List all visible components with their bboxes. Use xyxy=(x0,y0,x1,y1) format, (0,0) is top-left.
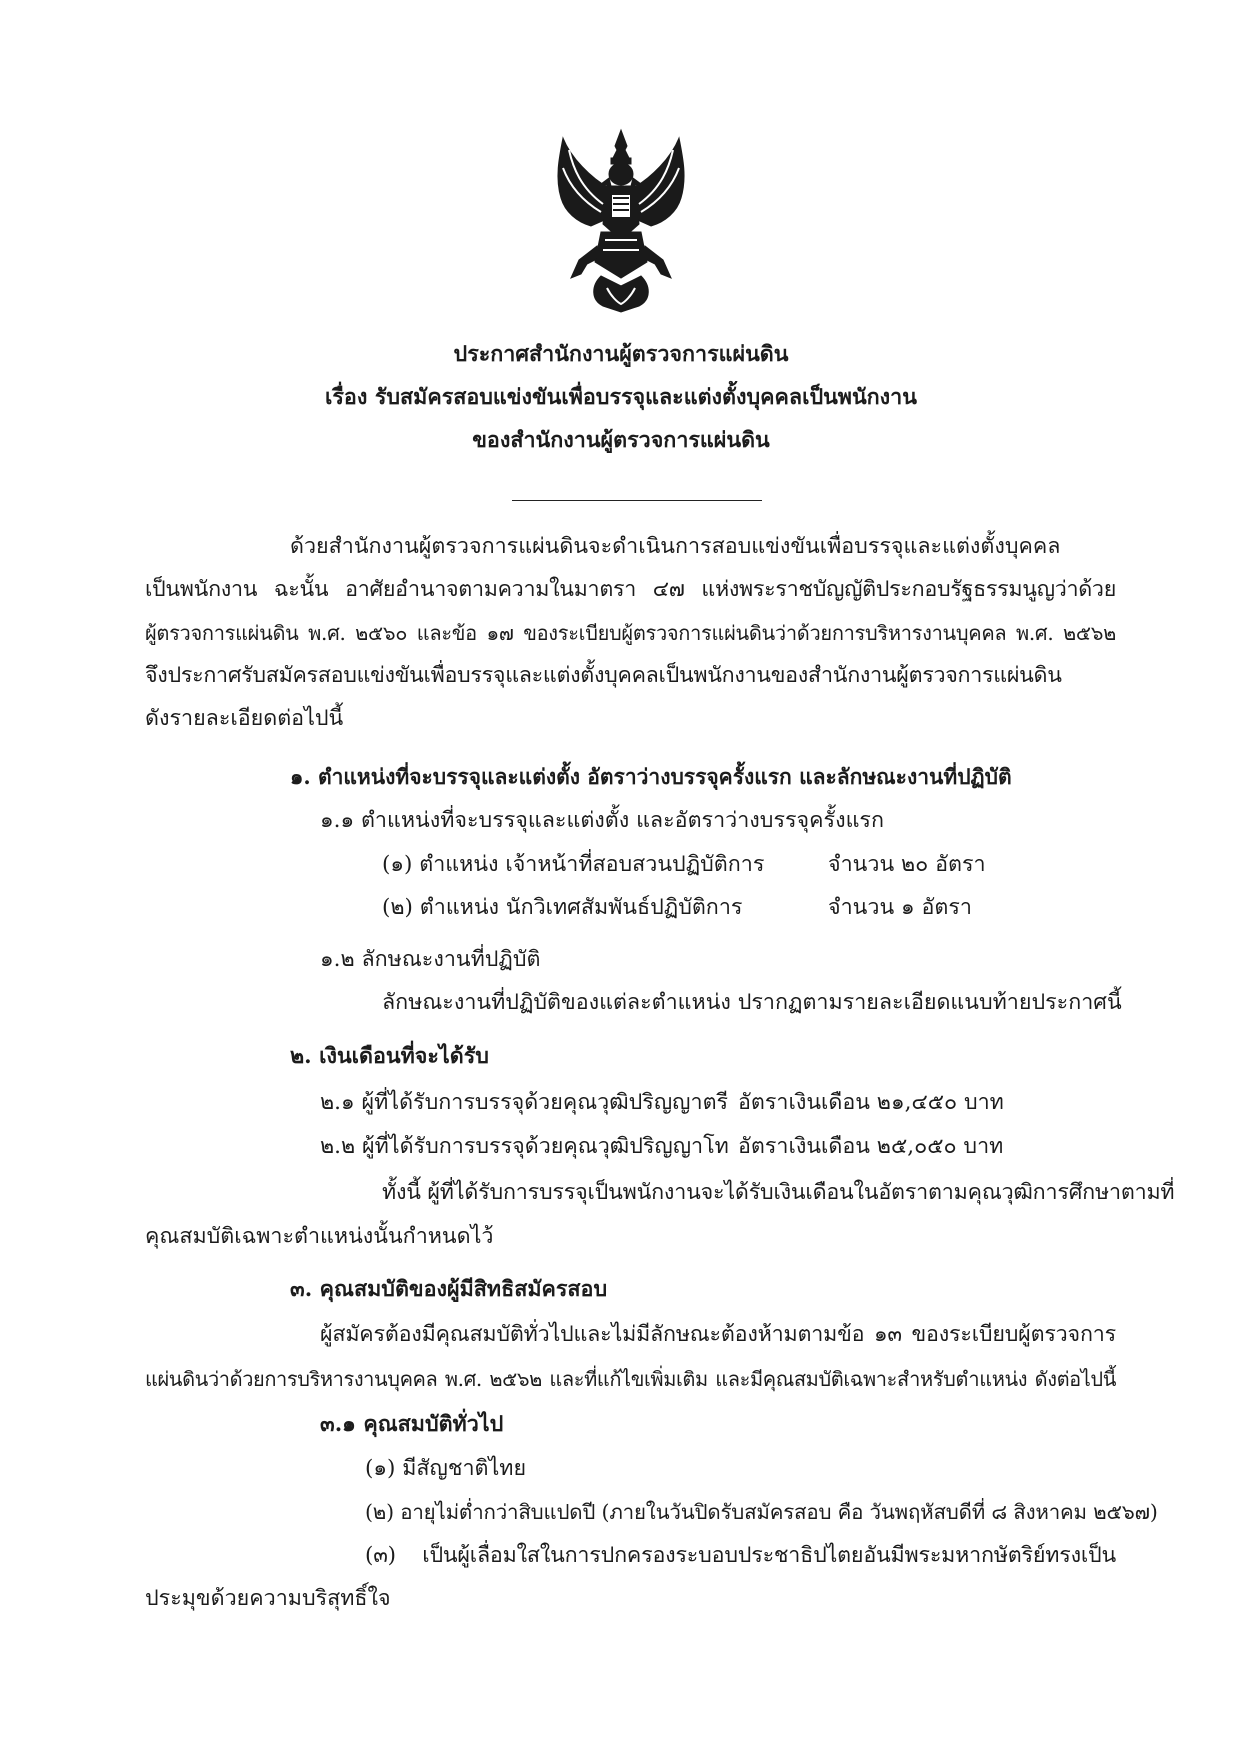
announcement-subject: เรื่อง รับสมัครสอบแข่งขันเพื่อบรรจุและแต่งตั้งบุคคลเป็นพนักงาน xyxy=(325,385,917,410)
intro-line: จึงประกาศรับสมัครสอบแข่งขันเพื่อบรรจุและแต่งตั้งบุคคลเป็นพนักงานของสำนักงานผู้ตรวจการแผ่นดิน xyxy=(145,663,1062,688)
position-1-label: (๑) ตำแหน่ง เจ้าหน้าที่สอบสวนปฏิบัติการ xyxy=(382,852,765,877)
section-3-text-line: แผ่นดินว่าด้วยการบริหารงานบุคคล พ.ศ. ๒๕๖๒ และที่แก้ไขเพิ่มเติม และมีคุณสมบัติเฉพาะสำหรับตำแหน่ง ดังต่อไปนี้ xyxy=(145,1367,1116,1391)
section-3-title: ๓. คุณสมบัติของผู้มีสิทธิสมัครสอบ xyxy=(290,1277,608,1302)
salary-note-line: ทั้งนี้ ผู้ที่ได้รับการบรรจุเป็นพนักงานจะได้รับเงินเดือนในอัตราตามคุณวุฒิการศึกษาตามที่ xyxy=(382,1180,1175,1205)
section-2-title: ๒. เงินเดือนที่จะได้รับ xyxy=(290,1044,489,1069)
position-2-count: จำนวน ๑ อัตรา xyxy=(828,895,972,920)
qualification-item-cont: ประมุขด้วยความบริสุทธิ์ใจ xyxy=(145,1586,391,1611)
section-1-1-title: ๑.๑ ตำแหน่งที่จะบรรจุและแต่งตั้ง และอัตราว่างบรรจุครั้งแรก xyxy=(320,808,884,833)
section-1-title: ๑. ตำแหน่งที่จะบรรจุและแต่งตั้ง อัตราว่างบรรจุครั้งแรก และลักษณะงานที่ปฏิบัติ xyxy=(290,764,1012,789)
qualification-item: (๑) มีสัญชาติไทย xyxy=(365,1456,527,1481)
qualification-item: (๒) อายุไม่ต่ำกว่าสิบแปดปี (ภายในวันปิดรับสมัครสอบ คือ วันพฤหัสบดีที่ ๘ สิงหาคม ๒๕๖๗) xyxy=(365,1500,1158,1524)
garuda-emblem-icon xyxy=(551,128,691,314)
section-1-2-text: ลักษณะงานที่ปฏิบัติของแต่ละตำแหน่ง ปรากฏตามรายละเอียดแนบท้ายประกาศนี้ xyxy=(382,990,1122,1015)
heading-divider xyxy=(512,500,762,501)
announcement-title: ประกาศสำนักงานผู้ตรวจการแผ่นดิน xyxy=(453,342,789,367)
salary-1-value: อัตราเงินเดือน ๒๑,๔๕๐ บาท xyxy=(738,1090,1004,1115)
intro-line: ด้วยสำนักงานผู้ตรวจการแผ่นดินจะดำเนินการสอบแข่งขันเพื่อบรรจุและแต่งตั้งบุคคล xyxy=(290,534,1061,559)
section-3-1-title: ๓.๑ คุณสมบัติทั่วไป xyxy=(320,1412,504,1437)
section-1-2-title: ๑.๒ ลักษณะงานที่ปฏิบัติ xyxy=(320,947,541,972)
intro-line: เป็นพนักงาน ฉะนั้น อาศัยอำนาจตามความในมาตรา ๔๗ แห่งพระราชบัญญัติประกอบรัฐธรรมนูญว่าด้วย xyxy=(145,577,1116,602)
section-3-text-line: ผู้สมัครต้องมีคุณสมบัติทั่วไปและไม่มีลักษณะต้องห้ามตามข้อ ๑๓ ของระเบียบผู้ตรวจการ xyxy=(320,1322,1116,1347)
intro-line: ผู้ตรวจการแผ่นดิน พ.ศ. ๒๕๖๐ และข้อ ๑๗ ของระเบียบผู้ตรวจการแผ่นดินว่าด้วยการบริหารงานบุคคล พ.ศ. ๒๕๖๒ xyxy=(145,621,1116,645)
qualification-item: (๓) เป็นผู้เลื่อมใสในการปกครองระบอบประชาธิปไตยอันมีพระมหากษัตริย์ทรงเป็น xyxy=(365,1543,1116,1568)
salary-note-line: คุณสมบัติเฉพาะตำแหน่งนั้นกำหนดไว้ xyxy=(145,1224,494,1249)
announcement-subject-cont: ของสำนักงานผู้ตรวจการแผ่นดิน xyxy=(472,428,770,453)
intro-line: ดังรายละเอียดต่อไปนี้ xyxy=(145,706,344,731)
salary-1-label: ๒.๑ ผู้ที่ได้รับการบรรจุด้วยคุณวุฒิปริญญาตรี xyxy=(320,1090,729,1115)
position-1-count: จำนวน ๒๐ อัตรา xyxy=(828,852,986,877)
position-2-label: (๒) ตำแหน่ง นักวิเทศสัมพันธ์ปฏิบัติการ xyxy=(382,895,743,920)
salary-2-label: ๒.๒ ผู้ที่ได้รับการบรรจุด้วยคุณวุฒิปริญญาโท xyxy=(320,1134,729,1159)
salary-2-value: อัตราเงินเดือน ๒๕,๐๕๐ บาท xyxy=(738,1134,1004,1159)
